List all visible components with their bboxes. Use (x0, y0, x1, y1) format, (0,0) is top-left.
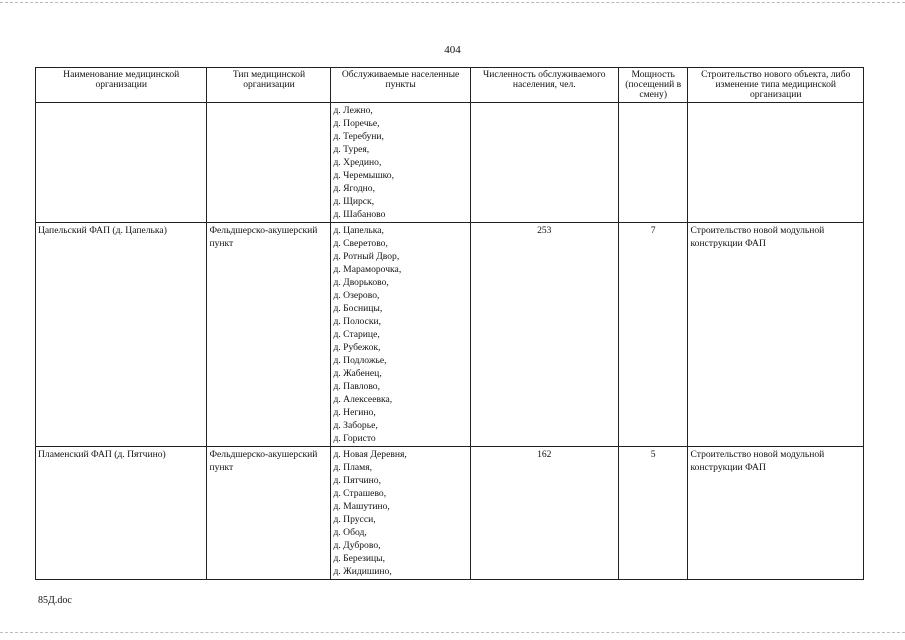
settlement-item: д. Хредино, (333, 157, 382, 168)
header-organization-name: Наименование медицинской организации (36, 68, 207, 103)
cell-construction: Строительство новой модульной конструкции ФАП (688, 447, 864, 580)
settlement-item: д. Негино, (333, 407, 376, 418)
settlement-item: д. Полоски, (333, 316, 382, 327)
settlement-item: д. Поречье, (333, 118, 380, 129)
cell-capacity: 5 (618, 447, 688, 580)
settlement-item: д. Ротный Двор, (333, 251, 400, 262)
settlement-item: д. Прусси, (333, 514, 376, 525)
settlement-item: д. Дворьково, (333, 277, 389, 288)
settlement-item: д. Павлово, (333, 381, 380, 392)
settlement-item: д. Мараморочка, (333, 264, 402, 275)
cell-construction (688, 103, 864, 223)
settlement-item: д. Страшево, (333, 488, 387, 499)
header-population: Численность обслуживаемого населения, чел. (470, 68, 618, 103)
settlement-item: д. Сверетово, (333, 238, 388, 249)
settlement-item: д. Шабаново (333, 209, 386, 220)
cell-capacity (618, 103, 688, 223)
table-row (36, 447, 864, 580)
table-header-row (36, 68, 864, 103)
cell-settlements (331, 103, 470, 223)
settlement-item: д. Алексеевка, (333, 394, 393, 405)
scan-edge-top (0, 2, 905, 4)
cell-construction: Строительство новой модульной конструкции ФАП (688, 223, 864, 447)
settlement-item: д. Подложье, (333, 355, 387, 366)
page-number: 404 (444, 44, 461, 56)
header-settlements: Обслуживаемые населенные пункты (331, 68, 470, 103)
table-row (36, 223, 864, 447)
settlement-item: д. Березицы, (333, 553, 386, 564)
header-capacity: Мощность (посещений в смену) (618, 68, 688, 103)
settlement-item: д. Рубежок, (333, 342, 381, 353)
settlement-item: д. Старице, (333, 329, 380, 340)
settlement-item: д. Гористо (333, 433, 376, 444)
settlement-item: д. Ягодно, (333, 183, 375, 194)
settlement-item: д. Пятчино, (333, 475, 381, 486)
cell-organization-type (207, 103, 331, 223)
cell-capacity: 7 (618, 223, 688, 447)
settlement-item: д. Обод, (333, 527, 367, 538)
header-construction: Строительство нового объекта, либо изменение типа медицинской организации (688, 68, 864, 103)
cell-organization-type: Фельдшерско-акушерский пункт (207, 223, 331, 447)
cell-population (470, 103, 618, 223)
cell-organization-name: Цапельский ФАП (д. Цапелька) (36, 223, 207, 447)
settlement-item: д. Цапелька, (333, 225, 384, 236)
settlement-item: д. Машутино, (333, 501, 390, 512)
settlement-item: д. Заборье, (333, 420, 378, 431)
settlement-item: д. Теребуни, (333, 131, 384, 142)
scan-edge-bottom (0, 632, 905, 634)
settlement-item: д. Пламя, (333, 462, 373, 473)
settlement-item: д. Черемышко, (333, 170, 394, 181)
cell-population: 162 (470, 447, 618, 580)
settlement-item: д. Жидишино, (333, 566, 392, 577)
settlement-item: д. Босницы, (333, 303, 383, 314)
facilities-table (35, 67, 864, 580)
settlement-item: д. Турея, (333, 144, 370, 155)
cell-population: 253 (470, 223, 618, 447)
settlement-item: д. Озерово, (333, 290, 380, 301)
settlement-item: д. Новая Деревня, (333, 449, 407, 460)
table-row (36, 103, 864, 223)
cell-settlements (331, 223, 470, 447)
settlement-item: д. Дуброво, (333, 540, 381, 551)
settlement-item: д. Жабенец, (333, 368, 382, 379)
file-name-footer: 85Д.doc (38, 595, 72, 606)
settlement-item: д. Щирск, (333, 196, 375, 207)
cell-organization-type: Фельдшерско-акушерский пункт (207, 447, 331, 580)
cell-organization-name (36, 103, 207, 223)
header-organization-type: Тип медицинской организации (207, 68, 331, 103)
cell-settlements (331, 447, 470, 580)
settlement-item: д. Лежно, (333, 105, 373, 116)
cell-organization-name: Пламенский ФАП (д. Пятчино) (36, 447, 207, 580)
